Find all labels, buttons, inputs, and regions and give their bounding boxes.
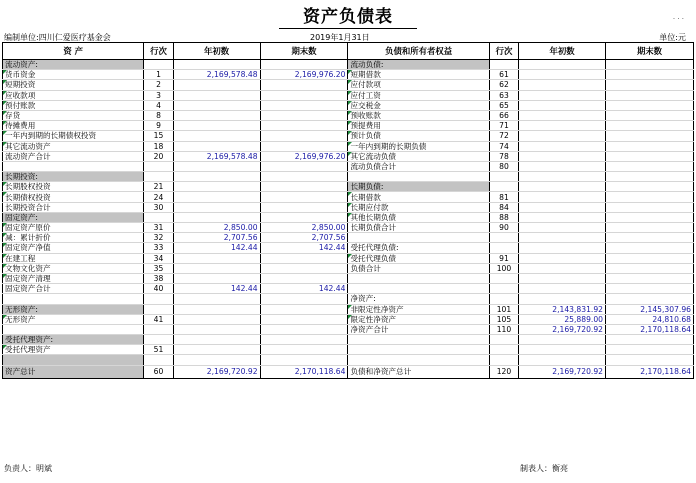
line-number <box>144 60 173 70</box>
ending-amount: 2,170,118.64 <box>606 365 694 378</box>
line-number: 30 <box>144 202 173 212</box>
ending-amount: 2,850.00 <box>260 223 348 233</box>
beginning-amount <box>173 182 260 192</box>
ending-amount: 2,169,976.20 <box>260 151 348 161</box>
line-number: 81 <box>489 192 518 202</box>
beginning-amount <box>519 121 606 131</box>
ending-amount <box>606 243 694 253</box>
item-label: 存货 <box>3 110 144 120</box>
item-label: 负债合计 <box>348 263 489 273</box>
table-row <box>3 243 694 253</box>
line-number: 21 <box>144 182 173 192</box>
ending-amount <box>260 192 348 202</box>
beginning-amount: 2,169,720.92 <box>173 365 260 378</box>
beginning-amount <box>173 304 260 314</box>
item-label: 短期投资 <box>3 80 144 90</box>
table-row <box>3 192 694 202</box>
beginning-amount <box>519 284 606 294</box>
beginning-amount <box>519 172 606 182</box>
item-label: 流动负债合计 <box>348 161 489 171</box>
table-row <box>3 100 694 110</box>
table-row <box>3 355 694 365</box>
ending-amount: 24,810.68 <box>606 314 694 324</box>
ending-amount <box>260 345 348 355</box>
line-number: 100 <box>489 263 518 273</box>
header-line-no: 行次 <box>144 43 173 60</box>
beginning-amount: 25,889.00 <box>519 314 606 324</box>
line-number <box>144 335 173 345</box>
beginning-amount <box>519 182 606 192</box>
ending-amount: 142.44 <box>260 243 348 253</box>
beginning-amount <box>519 100 606 110</box>
beginning-amount <box>519 90 606 100</box>
item-label <box>348 355 489 365</box>
line-number: 8 <box>144 110 173 120</box>
ending-amount <box>606 263 694 273</box>
line-number: 65 <box>489 100 518 110</box>
line-number: 9 <box>144 121 173 131</box>
ending-amount <box>260 335 348 345</box>
ending-amount <box>606 121 694 131</box>
line-number: 78 <box>489 151 518 161</box>
line-number: 4 <box>144 100 173 110</box>
beginning-amount <box>519 355 606 365</box>
line-number: 24 <box>144 192 173 202</box>
ending-amount <box>606 90 694 100</box>
ending-amount <box>260 182 348 192</box>
beginning-amount <box>519 110 606 120</box>
ending-amount <box>606 284 694 294</box>
line-number <box>489 284 518 294</box>
ending-amount <box>606 233 694 243</box>
table-row <box>3 253 694 263</box>
item-label: 资产总计 <box>3 365 144 378</box>
item-label: 长期借款 <box>348 192 489 202</box>
table-row <box>3 172 694 182</box>
line-number <box>489 273 518 283</box>
ending-amount <box>606 223 694 233</box>
ending-amount <box>260 100 348 110</box>
table-row <box>3 263 694 273</box>
ending-amount <box>260 212 348 222</box>
item-label: 短期借款 <box>348 70 489 80</box>
beginning-amount <box>173 324 260 334</box>
header-beginning: 年初数 <box>173 43 260 60</box>
line-number: 90 <box>489 223 518 233</box>
line-number: 62 <box>489 80 518 90</box>
report-title: 资产负债表 <box>0 2 696 27</box>
item-label: 长期股权投资 <box>3 182 144 192</box>
beginning-amount <box>519 233 606 243</box>
line-number: 66 <box>489 110 518 120</box>
ending-amount <box>606 141 694 151</box>
beginning-amount <box>173 141 260 151</box>
line-number <box>144 172 173 182</box>
item-label: 受托代理资产 <box>3 345 144 355</box>
report-date: 2019年1月31日 <box>310 33 370 42</box>
line-number: 101 <box>489 304 518 314</box>
ending-amount <box>606 161 694 171</box>
item-label: 预计负债 <box>348 131 489 141</box>
item-label: 一年内到期的长期债权投资 <box>3 131 144 141</box>
ending-amount <box>606 192 694 202</box>
beginning-amount: 2,850.00 <box>173 223 260 233</box>
beginning-amount: 142.44 <box>173 243 260 253</box>
line-number <box>144 355 173 365</box>
beginning-amount <box>173 161 260 171</box>
line-number: 34 <box>144 253 173 263</box>
total-row <box>3 365 694 378</box>
ending-amount <box>260 60 348 70</box>
item-label: 货币资金 <box>3 70 144 80</box>
line-number <box>144 212 173 222</box>
ending-amount <box>606 273 694 283</box>
table-row <box>3 304 694 314</box>
ending-amount <box>260 263 348 273</box>
beginning-amount <box>173 131 260 141</box>
beginning-amount <box>519 70 606 80</box>
line-number: 35 <box>144 263 173 273</box>
ending-amount <box>260 80 348 90</box>
beginning-amount <box>519 161 606 171</box>
header-ending: 期末数 <box>260 43 348 60</box>
item-label: 应付工资 <box>348 90 489 100</box>
table-row <box>3 141 694 151</box>
line-number: 32 <box>144 233 173 243</box>
item-label: 限定性净资产 <box>348 314 489 324</box>
ending-amount <box>606 70 694 80</box>
ending-amount <box>606 110 694 120</box>
table-row <box>3 131 694 141</box>
beginning-amount: 142.44 <box>173 284 260 294</box>
ending-amount: 2,170,118.64 <box>260 365 348 378</box>
ending-amount <box>606 202 694 212</box>
item-label: 流动资产合计 <box>3 151 144 161</box>
item-label <box>3 355 144 365</box>
currency-unit: 单位:元 <box>659 33 686 42</box>
item-label: 非限定性净资产 <box>348 304 489 314</box>
item-label: 固定资产: <box>3 212 144 222</box>
line-number: 40 <box>144 284 173 294</box>
beginning-amount <box>173 121 260 131</box>
item-label: 长期负债: <box>348 182 489 192</box>
table-row <box>3 284 694 294</box>
item-label: 长期负债合计 <box>348 223 489 233</box>
item-label: 受托代理负债: <box>348 243 489 253</box>
table-row <box>3 233 694 243</box>
line-number <box>489 172 518 182</box>
beginning-amount: 2,143,831.92 <box>519 304 606 314</box>
beginning-amount <box>173 345 260 355</box>
ending-amount <box>606 253 694 263</box>
item-label: 净资产: <box>348 294 489 304</box>
beginning-amount <box>519 151 606 161</box>
beginning-amount <box>519 192 606 202</box>
ending-amount <box>260 161 348 171</box>
line-number: 38 <box>144 273 173 283</box>
line-number: 18 <box>144 141 173 151</box>
item-label <box>348 233 489 243</box>
ending-amount: 2,169,976.20 <box>260 70 348 80</box>
table-row <box>3 273 694 283</box>
beginning-amount <box>173 253 260 263</box>
beginning-amount <box>519 212 606 222</box>
ending-amount <box>606 80 694 90</box>
table-row <box>3 80 694 90</box>
ending-amount <box>606 294 694 304</box>
ending-amount <box>606 355 694 365</box>
footer-preparer: 制表人：衡亮 <box>520 464 568 473</box>
line-number: 80 <box>489 161 518 171</box>
beginning-amount <box>173 202 260 212</box>
item-label: 固定资产原价 <box>3 223 144 233</box>
item-label: 文物文化资产 <box>3 263 144 273</box>
table-row <box>3 60 694 70</box>
item-label: 一年内到期的长期负债 <box>348 141 489 151</box>
ending-amount <box>260 294 348 304</box>
corner-mark: · · · <box>672 15 684 23</box>
line-number: 110 <box>489 324 518 334</box>
ending-amount <box>260 253 348 263</box>
table-row <box>3 151 694 161</box>
item-label: 长期债权投资 <box>3 192 144 202</box>
line-number <box>489 243 518 253</box>
beginning-amount: 2,169,720.92 <box>519 365 606 378</box>
item-label: 预付账款 <box>3 100 144 110</box>
beginning-amount <box>519 60 606 70</box>
beginning-amount <box>519 345 606 355</box>
ending-amount <box>606 345 694 355</box>
ending-amount <box>606 131 694 141</box>
item-label: 固定资产合计 <box>3 284 144 294</box>
beginning-amount <box>173 90 260 100</box>
line-number: 20 <box>144 151 173 161</box>
line-number: 91 <box>489 253 518 263</box>
header-line-no: 行次 <box>489 43 518 60</box>
line-number: 71 <box>489 121 518 131</box>
item-label: 流动负债: <box>348 60 489 70</box>
line-number: 60 <box>144 365 173 378</box>
table-row <box>3 294 694 304</box>
header-beginning: 年初数 <box>519 43 606 60</box>
line-number <box>489 182 518 192</box>
ending-amount <box>606 212 694 222</box>
ending-amount <box>260 90 348 100</box>
item-label <box>3 324 144 334</box>
beginning-amount: 2,169,720.92 <box>519 324 606 334</box>
ending-amount <box>260 131 348 141</box>
item-label <box>3 161 144 171</box>
item-label: 长期投资合计 <box>3 202 144 212</box>
ending-amount: 2,145,307.96 <box>606 304 694 314</box>
table-row <box>3 182 694 192</box>
item-label <box>348 172 489 182</box>
line-number: 84 <box>489 202 518 212</box>
beginning-amount: 2,707.56 <box>173 233 260 243</box>
ending-amount <box>606 151 694 161</box>
beginning-amount <box>519 202 606 212</box>
line-number <box>489 233 518 243</box>
table-row <box>3 161 694 171</box>
item-label: 净资产合计 <box>348 324 489 334</box>
item-label <box>348 345 489 355</box>
item-label: 预收账款 <box>348 110 489 120</box>
item-label: 长期应付款 <box>348 202 489 212</box>
line-number <box>489 294 518 304</box>
beginning-amount <box>519 294 606 304</box>
item-label: 长期投资: <box>3 172 144 182</box>
item-label: 无形资产: <box>3 304 144 314</box>
beginning-amount <box>173 110 260 120</box>
ending-amount: 2,170,118.64 <box>606 324 694 334</box>
beginning-amount <box>519 335 606 345</box>
ending-amount: 142.44 <box>260 284 348 294</box>
beginning-amount <box>173 335 260 345</box>
line-number: 33 <box>144 243 173 253</box>
item-label: 无形资产 <box>3 314 144 324</box>
table-row <box>3 110 694 120</box>
beginning-amount <box>519 80 606 90</box>
beginning-amount: 2,169,578.48 <box>173 151 260 161</box>
table-row <box>3 90 694 100</box>
ending-amount <box>606 100 694 110</box>
line-number: 88 <box>489 212 518 222</box>
ending-amount <box>260 110 348 120</box>
ending-amount <box>260 304 348 314</box>
item-label: 待摊费用 <box>3 121 144 131</box>
header-ending: 期末数 <box>606 43 694 60</box>
item-label: 在建工程 <box>3 253 144 263</box>
line-number <box>144 324 173 334</box>
line-number: 31 <box>144 223 173 233</box>
ending-amount <box>260 202 348 212</box>
ending-amount <box>260 141 348 151</box>
beginning-amount <box>519 141 606 151</box>
ending-amount <box>260 355 348 365</box>
beginning-amount <box>173 100 260 110</box>
ending-amount <box>606 172 694 182</box>
line-number: 2 <box>144 80 173 90</box>
item-label: 受托代理负债 <box>348 253 489 263</box>
footer-responsible: 负责人：明斌 <box>4 464 52 473</box>
line-number: 120 <box>489 365 518 378</box>
balance-sheet-table <box>2 42 694 379</box>
beginning-amount <box>173 212 260 222</box>
item-label: 负债和净资产总计 <box>348 365 489 378</box>
item-label: 应交税金 <box>348 100 489 110</box>
item-label: 其他长期负债 <box>348 212 489 222</box>
item-label: 应收款项 <box>3 90 144 100</box>
ending-amount <box>260 324 348 334</box>
item-label: 受托代理资产: <box>3 335 144 345</box>
ending-amount <box>260 314 348 324</box>
line-number <box>144 294 173 304</box>
item-label: 固定资产净值 <box>3 243 144 253</box>
table-row <box>3 202 694 212</box>
item-label: 应付款项 <box>348 80 489 90</box>
line-number: 1 <box>144 70 173 80</box>
beginning-amount <box>173 192 260 202</box>
table-row <box>3 335 694 345</box>
line-number: 3 <box>144 90 173 100</box>
beginning-amount <box>173 273 260 283</box>
ending-amount <box>606 335 694 345</box>
table-row <box>3 70 694 80</box>
beginning-amount <box>519 273 606 283</box>
table-row <box>3 345 694 355</box>
ending-amount <box>606 182 694 192</box>
line-number: 105 <box>489 314 518 324</box>
item-label: 固定资产清理 <box>3 273 144 283</box>
table-row <box>3 314 694 324</box>
item-label: 其它流动负债 <box>348 151 489 161</box>
item-label <box>348 335 489 345</box>
line-number: 63 <box>489 90 518 100</box>
table-row <box>3 223 694 233</box>
table-row <box>3 121 694 131</box>
line-number: 41 <box>144 314 173 324</box>
line-number: 61 <box>489 70 518 80</box>
item-label <box>348 273 489 283</box>
beginning-amount <box>173 314 260 324</box>
beginning-amount <box>173 355 260 365</box>
organization-line: 编制单位:四川仁爱医疗基金会 <box>4 33 111 42</box>
table-row <box>3 212 694 222</box>
line-number <box>489 355 518 365</box>
line-number: 72 <box>489 131 518 141</box>
line-number: 15 <box>144 131 173 141</box>
line-number: 51 <box>144 345 173 355</box>
beginning-amount <box>519 223 606 233</box>
item-label: 其它流动资产 <box>3 141 144 151</box>
ending-amount <box>260 273 348 283</box>
beginning-amount <box>173 263 260 273</box>
item-label: 流动资产: <box>3 60 144 70</box>
item-label: 减：累计折价 <box>3 233 144 243</box>
beginning-amount: 2,169,578.48 <box>173 70 260 80</box>
item-label <box>3 294 144 304</box>
ending-amount: 2,707.56 <box>260 233 348 243</box>
header-row <box>3 43 694 60</box>
line-number <box>144 161 173 171</box>
beginning-amount <box>173 60 260 70</box>
beginning-amount <box>519 131 606 141</box>
beginning-amount <box>173 294 260 304</box>
beginning-amount <box>173 172 260 182</box>
ending-amount <box>260 172 348 182</box>
header-liabilities: 负债和所有者权益 <box>348 43 489 60</box>
line-number: 74 <box>489 141 518 151</box>
line-number <box>144 304 173 314</box>
line-number <box>489 345 518 355</box>
item-label <box>348 284 489 294</box>
beginning-amount <box>519 263 606 273</box>
ending-amount <box>606 60 694 70</box>
line-number <box>489 60 518 70</box>
header-assets: 资 产 <box>3 43 144 60</box>
item-label: 预提费用 <box>348 121 489 131</box>
table-row <box>3 324 694 334</box>
ending-amount <box>260 121 348 131</box>
beginning-amount <box>519 243 606 253</box>
beginning-amount <box>519 253 606 263</box>
beginning-amount <box>173 80 260 90</box>
line-number <box>489 335 518 345</box>
